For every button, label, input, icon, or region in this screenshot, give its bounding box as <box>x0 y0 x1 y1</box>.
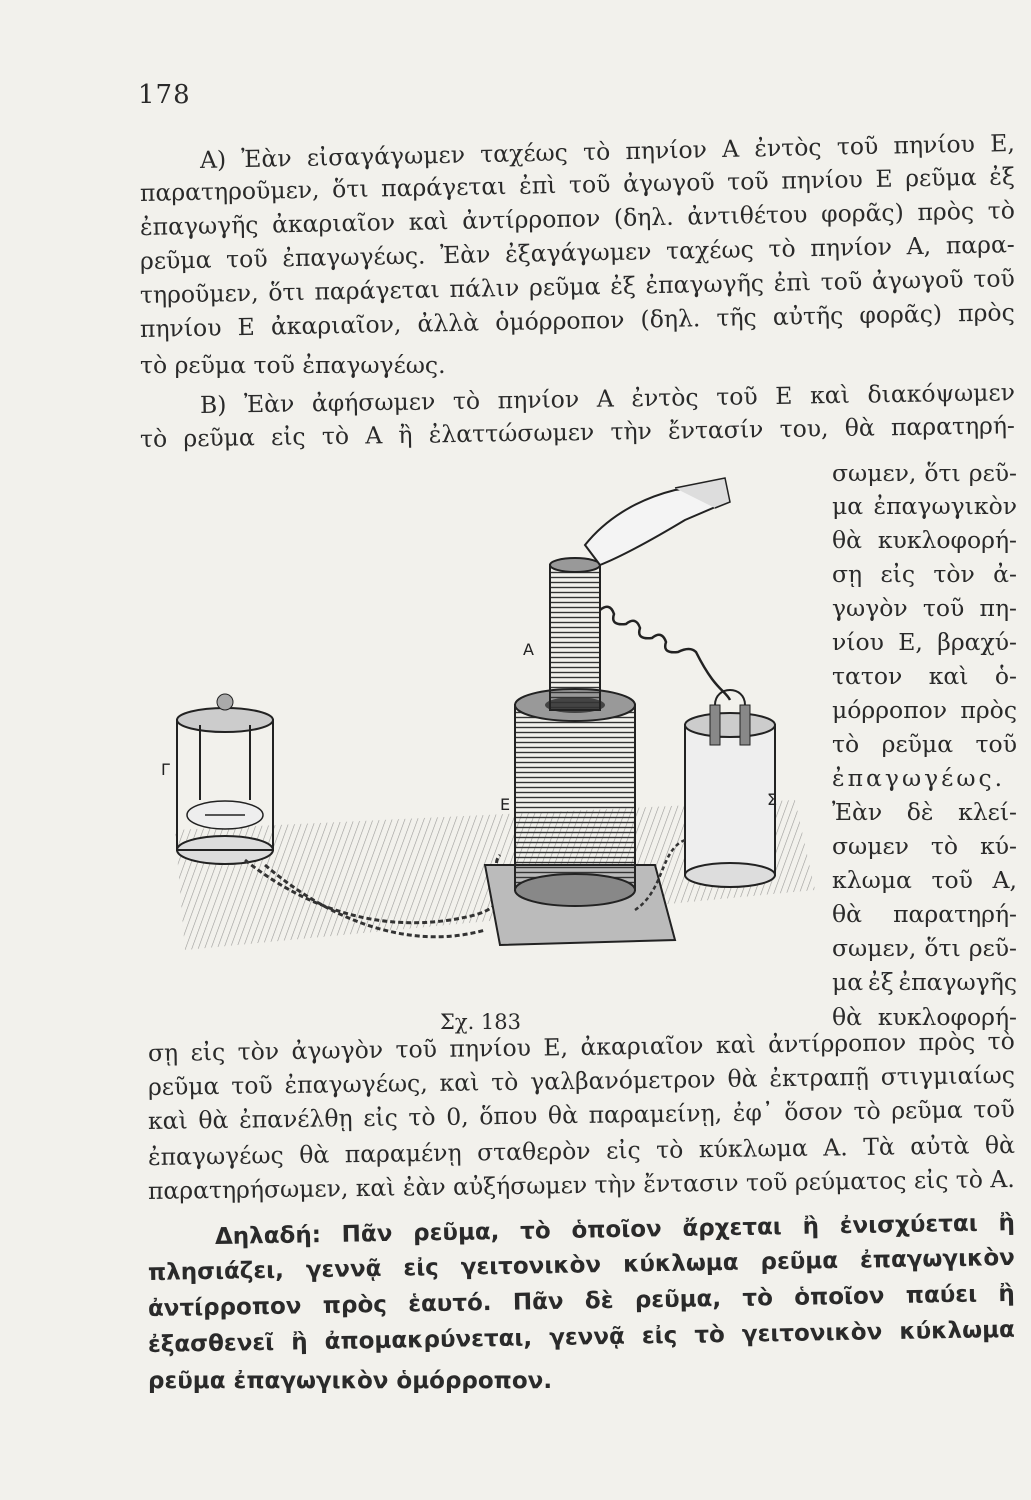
text-line: παρατηρήσωμεν, καὶ ἐὰν αὐξήσωμεν τὴν ἔντασιν τοῦ ρεύματος εἰς τὸ A. <box>147 1164 1015 1205</box>
text-line: σῃ εἰς τὸν ἀ- <box>832 560 1017 588</box>
text-line: A) Ἐὰν εἰσαγάγωμεν ταχέως τὸ πηνίον A ἐντὸς τοῦ πηνίου E, <box>199 128 1016 174</box>
text-line: τὸ ρεῦμα τοῦ ἐπαγωγέως. <box>140 351 446 379</box>
text-line: ἐπαγωγέως. <box>832 764 1006 792</box>
spiral-wire <box>600 607 730 700</box>
text-line: ἐπαγωγῆς ἀκαριαῖον καὶ ἀντίρροπον (δηλ. ἀντιθέτου φορᾶς) πρὸς τὸ <box>139 196 1016 241</box>
text-line: μα ἐπαγωγικὸν <box>832 492 1017 520</box>
label-coil-e: E <box>500 795 511 814</box>
battery <box>685 690 778 887</box>
text-line: γωγὸν τοῦ πη- <box>832 594 1017 622</box>
text-line: καὶ θὰ ἐπανέλθῃ εἰς τὸ 0, ὅπου θὰ παραμείνῃ, ἐφ᾽ ὅσον τὸ ρεῦμα τοῦ <box>147 1094 1015 1135</box>
label-galvanometer: Γ <box>161 760 170 779</box>
text-line: ἀντίρροπον πρὸς ἑαυτό. Πᾶν δὲ ρεῦμα, τὸ ὁποῖον παύει ἢ <box>147 1280 1015 1322</box>
text-line: θὰ κυκλοφορή- <box>832 1003 1017 1031</box>
text-line: B) Ἐὰν ἀφήσωμεν τὸ πηνίον A ἐντὸς τοῦ E καὶ διακόψωμεν <box>199 378 1016 419</box>
text-line: τὸ ρεῦμα τοῦ <box>832 730 1017 758</box>
text-line: τατον καὶ ὁ- <box>832 662 1017 690</box>
text-line: σωμεν τὸ κύ- <box>832 832 1017 860</box>
figure-induction-apparatus <box>155 470 820 990</box>
apparatus-illustration <box>155 470 820 990</box>
text-line: σῃ εἰς τὸν ἀγωγὸν τοῦ πηνίου E, ἀκαριαῖον καὶ ἀντίρροπον πρὸς τὸ <box>147 1026 1016 1067</box>
page-number: 178 <box>138 80 191 110</box>
text-line: παρατηροῦμεν, ὅτι παράγεται ἐπὶ τοῦ ἀγωγοῦ τοῦ πηνίου E ρεῦμα ἐξ <box>139 162 1016 207</box>
text-line: σωμεν, ὅτι ρεῦ- <box>832 459 1017 487</box>
text-line: πλησιάζει, γεννᾷ εἰς γειτονικὸν κύκλωμα ρεῦμα ἐπαγωγικὸν <box>147 1244 1016 1286</box>
text-line: τηροῦμεν, ὅτι παράγεται πάλιν ρεῦμα ἐξ ἐπαγωγῆς ἐπὶ τοῦ ἀγωγοῦ τοῦ <box>139 264 1015 309</box>
label-battery: Σ <box>767 790 778 809</box>
label-coil-a: A <box>523 640 534 659</box>
text-line: πηνίου E ἀκαριαῖον, ἀλλὰ ὁμόρροπον (δηλ. τῆς αὐτῆς φορᾶς) πρὸς <box>139 298 1015 343</box>
text-line: θὰ παρατηρή- <box>832 900 1017 928</box>
text-line: ἐπαγωγέως θὰ παραμένῃ σταθερὸν εἰς τὸ κύκλωμα A. Τὰ αὐτὰ θὰ <box>147 1130 1016 1171</box>
text-line: νίου E, βραχύ- <box>832 628 1017 656</box>
text-line: μόρροπον πρὸς <box>832 696 1017 724</box>
text-line: ἐξασθενεῖ ἢ ἀπομακρύνεται, γεννᾷ εἰς τὸ γειτονικὸν κύκλωμα <box>147 1316 1016 1358</box>
text-line: θὰ κυκλοφορή- <box>832 526 1017 554</box>
figure-caption: Σχ. 183 <box>440 1010 522 1034</box>
text-line: τὸ ρεῦμα εἰς τὸ A ἢ ἐλαττώσωμεν τὴν ἔντασίν του, θὰ παρατηρή- <box>139 411 1016 453</box>
coil-a <box>550 558 600 710</box>
text-line: μα ἐξ ἐπαγωγῆς <box>832 968 1017 996</box>
text-line: ρεῦμα ἐπαγωγικὸν ὁμόρροπον. <box>148 1368 553 1394</box>
text-line: ρεῦμα τοῦ ἐπαγωγέως, καὶ τὸ γαλβανόμετρον θὰ ἐκτραπῇ στιγμιαίως <box>147 1060 1016 1101</box>
text-line: ρεῦμα τοῦ ἐπαγωγέως. Ἐὰν ἐξαγάγωμεν ταχέως τὸ πηνίον A, παρα- <box>139 230 1015 275</box>
text-line: Ἐὰν δὲ κλεί- <box>832 798 1017 826</box>
text-line: Δηλαδή: Πᾶν ρεῦμα, τὸ ὁποῖον ἄρχεται ἢ ἐνισχύεται ἢ <box>214 1210 1016 1250</box>
text-line: κλωμα τοῦ A, <box>832 866 1017 894</box>
text-line: σωμεν, ὅτι ρεῦ- <box>832 934 1017 962</box>
